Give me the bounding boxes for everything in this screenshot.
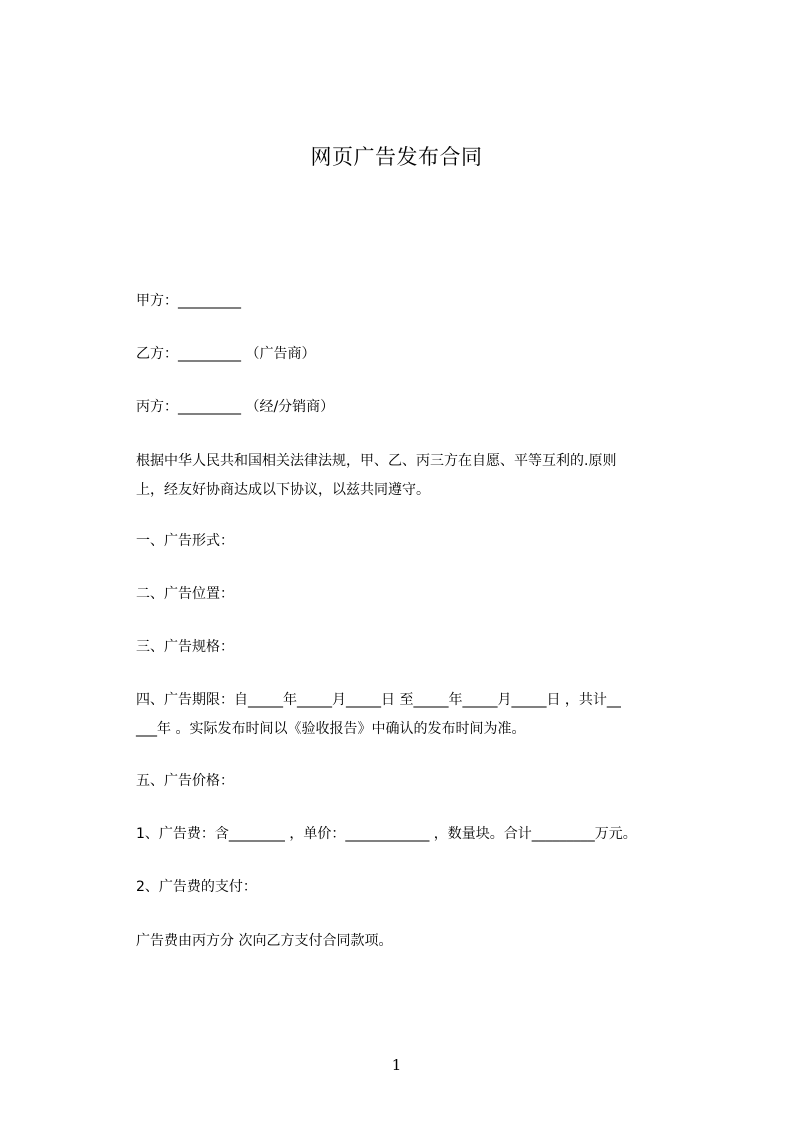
preamble-line-1: 根据中华人民共和国相关法律法规，甲、乙、丙三方在自愿、平等互利的.原则 [136,453,617,469]
section-ad-form: 一、广告形式： [136,533,234,549]
document-title: 网页广告发布合同 [310,145,483,169]
section-ad-position: 二、广告位置： [136,586,234,602]
party-b-line: 乙方：_________ （广告商） [136,346,316,362]
page-number: 1 [391,1056,402,1074]
party-a-line: 甲方：_________ [136,293,241,309]
ad-period-line-1: 四、广告期限：自_____年_____月_____日 至_____年_____月_____日 ，共计__ [136,692,621,708]
preamble-line-2: 上，经友好协商达成以下协议，以兹共同遵守。 [136,482,430,498]
ad-fee-payment-item: 2、广告费的支付： [136,879,257,895]
section-ad-spec: 三、广告规格： [136,639,234,655]
party-c-line: 丙方：_________ （经/分销商） [136,399,335,415]
ad-fee-item: 1、广告费：含________ ，单价：____________ ，数量块。合计_________万元。 [136,826,637,842]
ad-period-line-2: ___年 。实际发布时间以《验收报告》中确认的发布时间为准。 [136,721,526,737]
payment-text: 广告费由丙方分 次向乙方支付合同款项。 [136,933,393,949]
section-ad-price: 五、广告价格： [136,773,234,789]
